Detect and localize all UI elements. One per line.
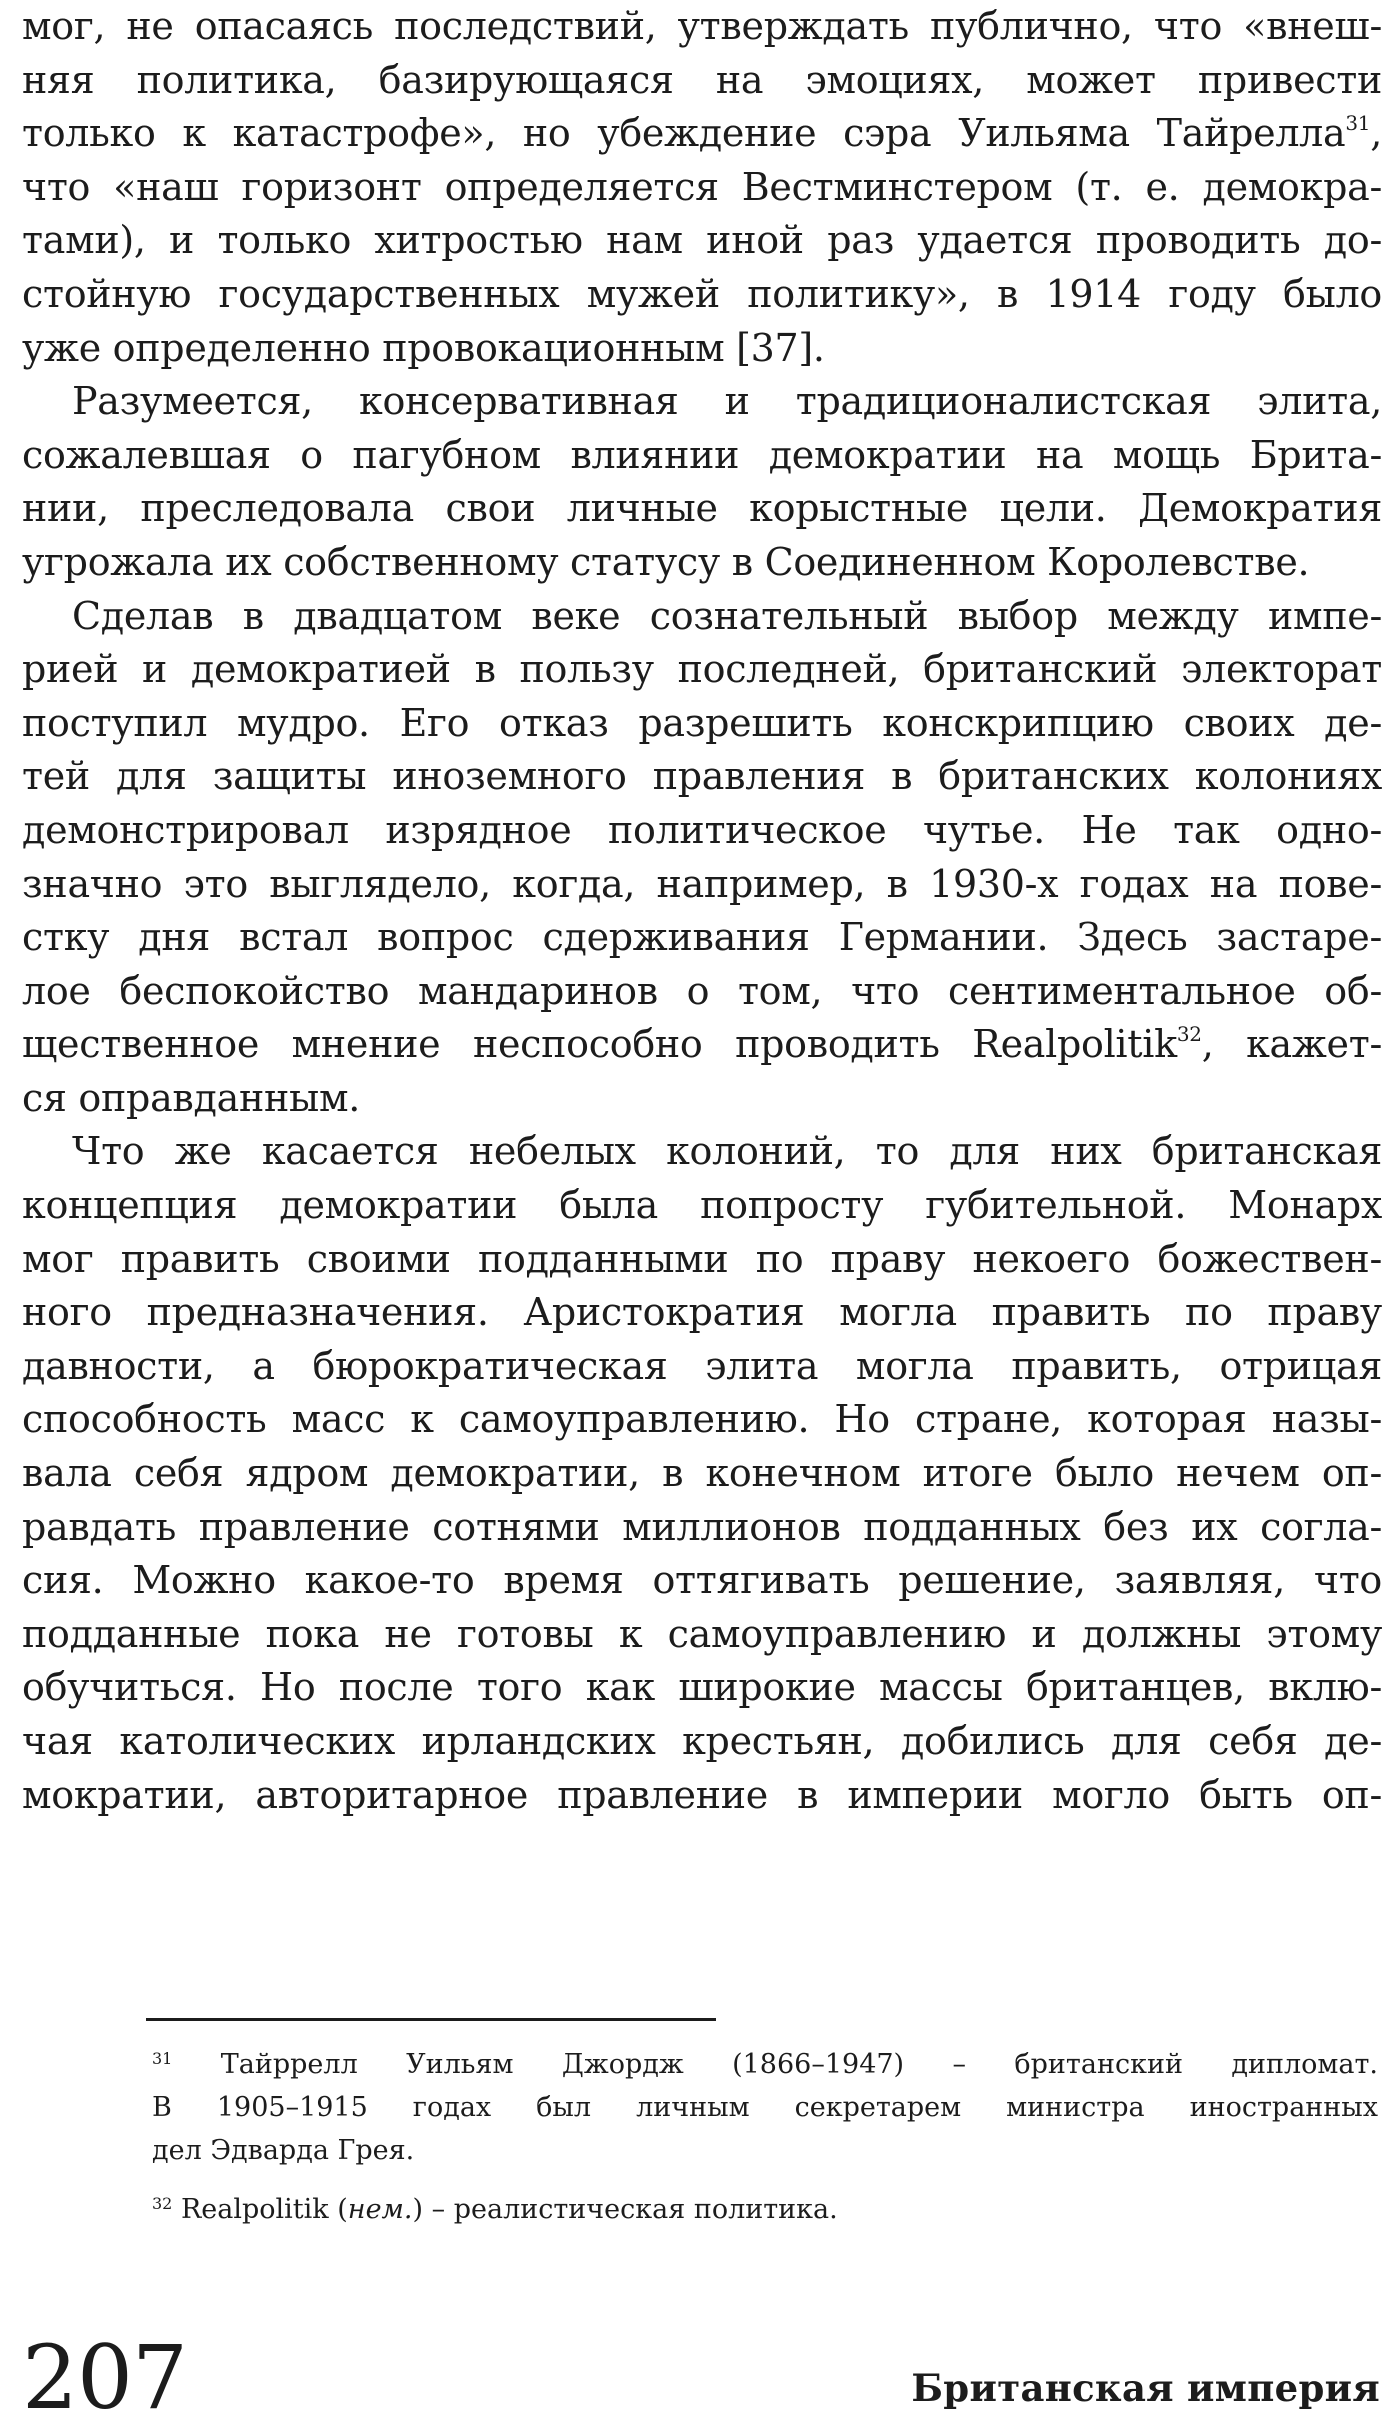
text-line: вала себя ядром демократии, в конечном итоге было нечем оп-: [22, 1451, 1382, 1496]
text-line: обучиться. Но после того как широкие массы британцев, вклю-: [22, 1665, 1382, 1710]
footnote-32: $^{32}$ Realpolitik (нем.) – реалистическая политика.: [152, 2194, 838, 2225]
text-line: чая католических ирландских крестьян, добились для себя де-: [22, 1719, 1382, 1763]
main-text: [22, 0, 1382, 1822]
text-line: ся оправданным.: [22, 1075, 361, 1120]
text-line: значно это выглядело, когда, например, в 1930-х годах на пове-: [22, 861, 1382, 906]
footnote-ref-31[interactable]: 31: [1345, 111, 1371, 136]
text-line: щественное мнение неспособно проводить Realpolitik$^{32}$, кажет-: [22, 1022, 1382, 1067]
text-line: стку дня встал вопрос сдерживания Германии. Здесь застаре-: [22, 915, 1382, 960]
footnote-line: дел Эдварда Грея.: [152, 2135, 415, 2166]
text-line: давности, а бюрократическая элита могла править, отрицая: [22, 1343, 1382, 1388]
footnote-number: 32: [152, 2194, 173, 2213]
footnote-line: В 1905–1915 годах был личным секретарем министра иностранных: [152, 2092, 1378, 2123]
text-line: сожалевшая о пагубном влиянии демократии на мощь Брита-: [22, 432, 1382, 477]
footnote-ref-32[interactable]: 32: [1176, 1022, 1202, 1047]
text-line: подданные пока не готовы к самоуправлению и должны этому: [22, 1611, 1382, 1656]
text-line: тей для защиты иноземного правления в британских колониях: [22, 754, 1382, 799]
text-line: стойную государственных мужей политику», в 1914 году было: [22, 271, 1382, 316]
text-line: поступил мудро. Его отказ разрешить конскрипцию своих де-: [22, 700, 1382, 745]
text-line: уже определенно провокационным [37].: [22, 325, 825, 370]
text-line: Разумеется, консервативная и традиционалистская элита,: [72, 379, 1382, 424]
footnote-divider: [146, 2018, 716, 2021]
text-line: сия. Можно какое-то время оттягивать решение, заявляя, что: [22, 1558, 1382, 1603]
text-line: мог править своими подданными по праву некоего божествен-: [22, 1236, 1382, 1281]
text-line: только к катастрофе», но убеждение сэра Уильяма Тайрелла$^{31}$,: [22, 111, 1382, 156]
footnote-31: $^{31}$ Тайррелл Уильям Джордж (1866–1947) – британский дипломат.: [152, 2049, 1378, 2080]
footnotes: [152, 2043, 1378, 2231]
text-line: Сделав в двадцатом веке сознательный выбор между импе-: [72, 593, 1382, 638]
text-line: способность масс к самоуправлению. Но стране, которая назы-: [22, 1397, 1382, 1442]
text-line: угрожала их собственному статусу в Соединенном Королевстве.: [22, 539, 1310, 584]
text-line: мог, не опасаясь последствий, утверждать публично, что «внеш-: [22, 4, 1382, 48]
text-line: демонстрировал изрядное политическое чутье. Не так одно-: [22, 807, 1382, 852]
text-line: тами), и только хитростью нам иной раз удается проводить до-: [22, 218, 1382, 263]
text-line: Что же касается небелых колоний, то для них британская: [72, 1129, 1382, 1174]
text-line: няя политика, базирующаяся на эмоциях, может привести: [22, 57, 1382, 102]
text-line: ного предназначения. Аристократия могла править по праву: [22, 1290, 1382, 1335]
text-line: что «наш горизонт определяется Вестминстером (т. е. демокра-: [22, 164, 1382, 209]
language-abbrev: нем.: [347, 2194, 413, 2225]
page-number: 207: [22, 2326, 187, 2429]
text-line: нии, преследовала свои личные корыстные цели. Демократия: [22, 486, 1382, 531]
text-line: концепция демократии была попросту губительной. Монарх: [22, 1183, 1382, 1228]
text-line: равдать правление сотнями миллионов подданных без их согла-: [22, 1504, 1382, 1549]
text-line: лое беспокойство мандаринов о том, что сентиментальное об-: [22, 968, 1382, 1013]
text-line: рией и демократией в пользу последней, британский электорат: [22, 647, 1382, 692]
footnote-number: 31: [152, 2049, 173, 2068]
running-title: Британская империя: [911, 2366, 1380, 2410]
text-line: мократии, авторитарное правление в империи могло быть оп-: [22, 1772, 1382, 1817]
